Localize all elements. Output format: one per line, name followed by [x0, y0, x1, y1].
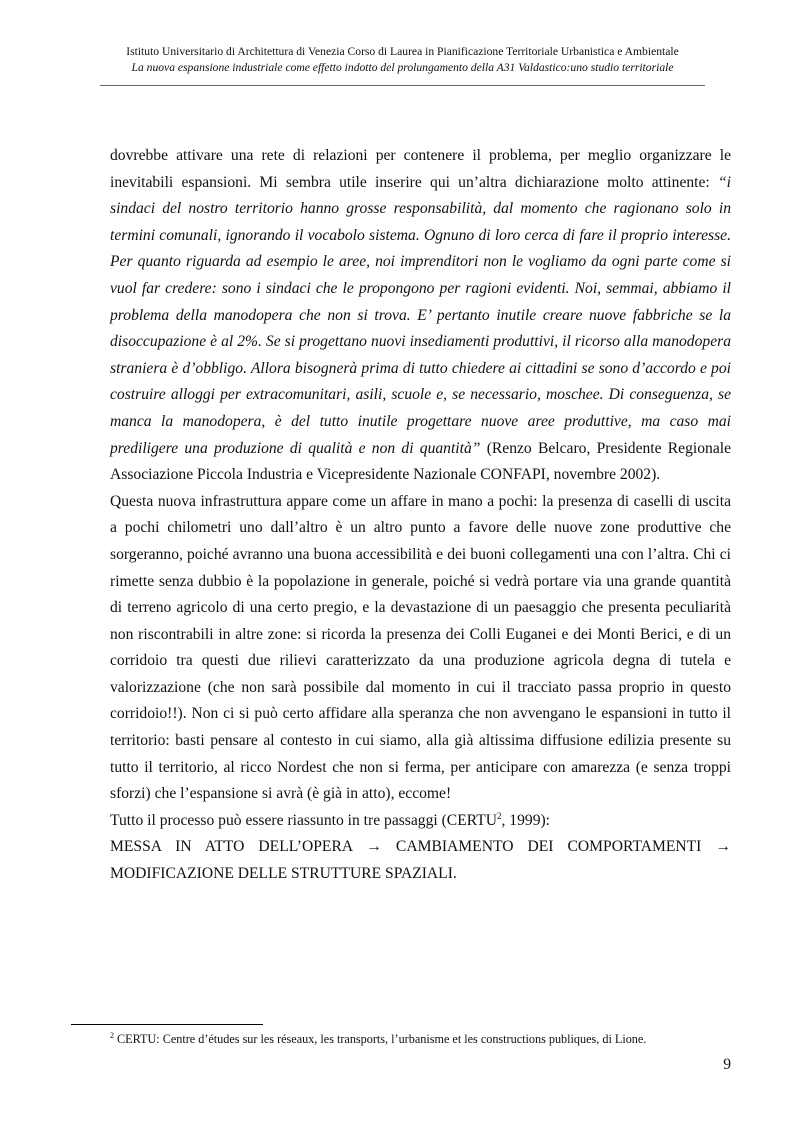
- running-header: [100, 44, 705, 76]
- footnote-ref: 2: [497, 810, 502, 821]
- header-institution: Istituto Universitario di Architettura di Venezia Corso di Laurea in Pianificazione Territoriale Urbanistica e Ambientale: [126, 45, 679, 58]
- header-thesis-title: La nuova espansione industriale come effetto indotto del prolungamento della A31 Valdastico:uno studio territoriale: [131, 61, 674, 74]
- paragraph-process: [110, 808, 731, 835]
- quotation-citation: (Renzo Belcaro, Presidente Regionale Associazione Piccola Industria e Vicepresidente Nazionale CONFAPI, novembre 2002).: [110, 439, 732, 484]
- paragraph-sequence: MESSA IN ATTO DELL’OPERA → CAMBIAMENTO DEI COMPORTAMENTI → MODIFICAZIONE DELLE STRUTTURE SPAZIALI.: [110, 838, 731, 883]
- paragraph-infrastructure: Questa nuova infrastruttura appare come un affare in mano a pochi: la presenza di caselli di uscita a pochi chilometri uno dall’altro è un altro punto a favore delle nuove zone produttive che sorgeranno, poiché avranno una buona accessibilità e dei buoni collegamenti una con l’altra. Chi ci rimette senza dubbio è la popolazione in generale, poiché si vedrà portare via una grande quantità di terreno agricolo di una certo pregio, e la devastazione di un paesaggio che presenta peculiarità non riscontrabili in altre zone: si ricorda la presenza dei Colli Euganei e dei Monti Berici, e di un corridoio tra questi due rilievi caratterizzato da una produzione agricola degna di tutela e valorizzazione (che non sarà possibile dal momento in cui il tracciato passa proprio in questo corridoio!!). Non ci si può certo affidare alla speranza che non avvengano le espansioni in tutto il territorio: basti pensare al contesto in cui siamo, alla già altissima diffusione edilizia presente su tutto il territorio, al ricco Nordest che non si ferma, per anticipare con amarezza (e senza troppi sforzi) che l’espansione si avrà (è già in atto), eccome!: [110, 492, 731, 803]
- footnote-text: CERTU: Centre d’études sur les réseaux, les transports, l’urbanisme et les constructions publiques, di Lione.: [114, 1032, 647, 1046]
- footnote: [110, 1031, 731, 1047]
- paragraph-lead: dovrebbe attivare una rete di relazioni per contenere il problema, per meglio organizzare le inevitabili espansioni. Mi sembra utile inserire qui un’altra dichiarazione molto attinente:: [110, 147, 731, 191]
- footnote-marker: 2: [110, 1030, 114, 1040]
- main-text: [110, 143, 731, 888]
- process-text: Tutto il processo può essere riassunto in tre passaggi (CERTU: [110, 811, 497, 829]
- paragraph-quote: [110, 143, 731, 489]
- footnote-divider: [71, 1024, 263, 1025]
- process-text-end: , 1999):: [501, 811, 551, 829]
- page-number: 9: [723, 1056, 731, 1073]
- quotation: “i sindaci del nostro territorio hanno grosse responsabilità, dal momento che ragionano solo in termini comunali, ignorando il vocabolo sistema. Ognuno di loro cerca di fare il proprio interesse. Per quanto riguarda ad esempio le aree, noi imprenditori non le vogliamo da ogni parte come si vuol far credere: sono i sindaci che le propongono per ragioni evidenti. Noi, semmai, abbiamo il problema della manodopera che non si trova. E’ pertanto inutile creare nuove fabbriche se la disoccupazione è al 2%. Se si progettano nuovi insediamenti produttivi, il ricorso alla manodopera straniera è d’obbligo. Allora bisognerà prima di tutto chiedere ai cittadini se sono d’accordo e poi costruire alloggi per extracomunitari, asili, scuole e, se necessario, moschee. Di conseguenza, se manca la manodopera, è del tutto inutile progettare nuove aree produttive, ma caso mai prediligere una produzione di qualità e non di quantità”: [110, 173, 731, 457]
- header-divider: [100, 85, 705, 86]
